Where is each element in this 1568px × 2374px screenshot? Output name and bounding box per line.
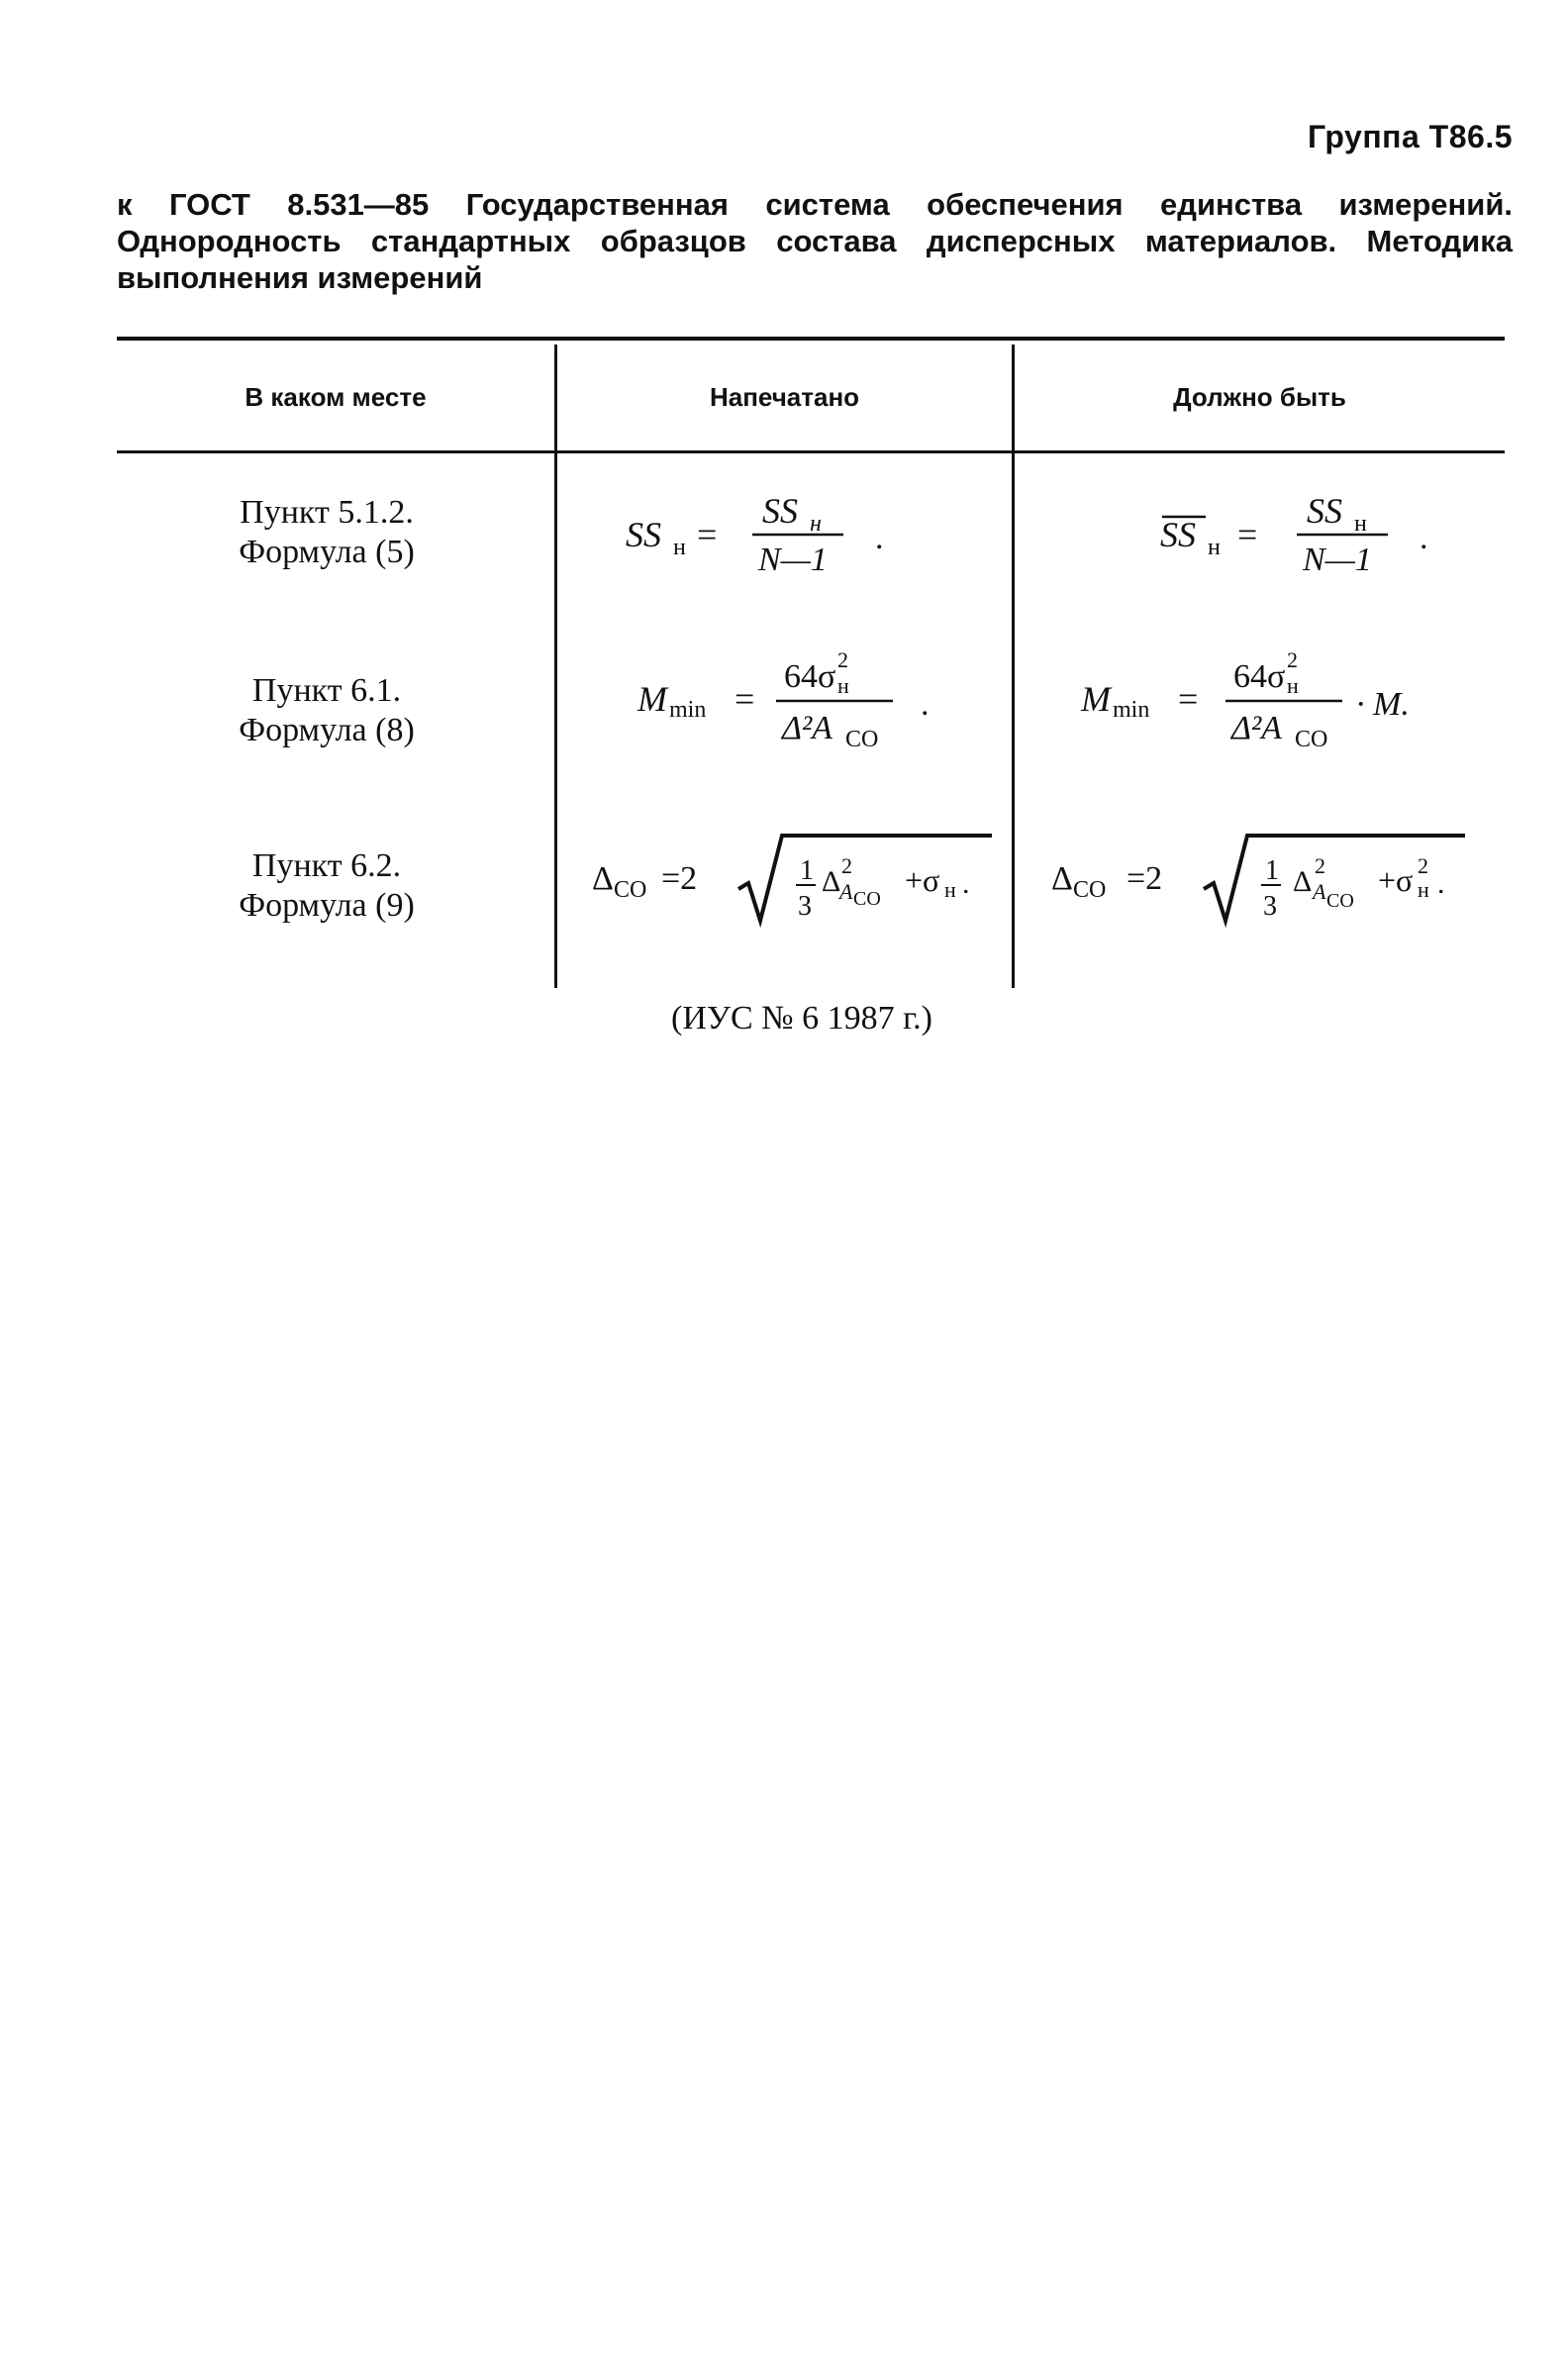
term-sub: A [839, 879, 853, 904]
tail: . [1437, 867, 1445, 900]
tail: . [1420, 520, 1428, 556]
fraction-numerator: 1 [800, 855, 814, 886]
table-top-rule [117, 337, 1505, 341]
numerator-sub: н [1354, 511, 1367, 537]
denominator-sub: CO [845, 727, 879, 752]
table-header-rule [117, 450, 1505, 453]
numerator: 64σ [1233, 658, 1286, 695]
lhs-sub: CO [614, 877, 647, 903]
numerator-sub: н [837, 673, 849, 698]
term-subsub: CO [853, 888, 881, 910]
group-label: Группа Т86.5 [1307, 119, 1513, 154]
numerator-sup: 2 [837, 647, 848, 672]
numerator: SS [1307, 491, 1342, 531]
term: Δ [822, 865, 841, 898]
fraction-numerator: 1 [1265, 855, 1279, 886]
term-sup: 2 [841, 853, 852, 878]
source-note: (ИУС № 6 1987 г.) [671, 1000, 932, 1037]
denominator-sub: CO [1295, 727, 1328, 752]
correct-formula-9 [1049, 824, 1485, 938]
denominator: Δ²A [782, 710, 833, 746]
column-header-place: В каком месте [245, 382, 427, 412]
equals-sign: = [1237, 515, 1258, 554]
lhs-sub: CO [1073, 877, 1107, 903]
fraction-denominator: 3 [1263, 891, 1277, 922]
equals-sign: = [735, 679, 755, 719]
column-header-printed: Напечатано [709, 382, 860, 412]
printed-formula-5 [624, 489, 921, 583]
lhs-sub: min [1113, 697, 1150, 723]
plus-sup: 2 [1418, 853, 1428, 878]
term-subsub: CO [1326, 890, 1354, 912]
lhs: SS [626, 515, 661, 554]
column-header-correct: Должно быть [1173, 382, 1346, 412]
tail: . [875, 520, 884, 556]
place-item: Пункт 5.1.2. [240, 494, 414, 531]
lhs: M [637, 679, 667, 719]
coefficient: =2 [1127, 860, 1163, 897]
tail: · M. [1356, 686, 1410, 723]
numerator: 64σ [784, 658, 836, 695]
lhs: SS [1160, 515, 1196, 554]
plus-sub: н [944, 877, 956, 902]
coefficient: =2 [661, 860, 698, 897]
plus-sub: н [1418, 877, 1429, 902]
lhs-sub: н [673, 535, 686, 560]
denominator: N—1 [1303, 542, 1372, 578]
correct-formula-8 [1077, 643, 1453, 757]
correct-formula-5 [1158, 489, 1455, 583]
denominator: N—1 [758, 542, 828, 578]
place-formula: Формула (9) [239, 887, 415, 924]
numerator-sub: н [810, 511, 822, 537]
plus-term: +σ [1378, 862, 1414, 898]
printed-formula-8 [634, 643, 960, 757]
lhs: Δ [592, 860, 614, 897]
term-sup: 2 [1315, 853, 1325, 878]
lhs: Δ [1051, 860, 1073, 897]
lhs: M [1081, 679, 1111, 719]
tail: . [962, 867, 970, 900]
place-formula: Формула (8) [239, 712, 415, 748]
document-title: к ГОСТ 8.531—85 Государственная система обеспечения единства измерений. Однородность стандартных образцов состава дисперсных материалов. Методика выполнения измерений [117, 187, 1513, 295]
term: Δ [1293, 865, 1313, 898]
equals-sign: = [1178, 679, 1199, 719]
column-divider [554, 345, 557, 988]
lhs-sub: н [1208, 535, 1221, 560]
place-formula: Формула (5) [239, 534, 415, 570]
numerator-sup: 2 [1287, 647, 1298, 672]
column-divider [1012, 345, 1015, 988]
printed-formula-9 [590, 824, 1006, 938]
table-row-place [109, 846, 544, 926]
fraction-denominator: 3 [798, 891, 812, 922]
numerator-sub: н [1287, 673, 1299, 698]
denominator: Δ²A [1231, 710, 1282, 746]
lhs-sub: min [669, 697, 707, 723]
place-item: Пункт 6.2. [251, 847, 402, 884]
term-sub: A [1313, 879, 1326, 904]
table-row-place [109, 671, 544, 750]
table-row-place [109, 493, 544, 572]
plus-term: +σ [905, 862, 940, 898]
tail: . [921, 686, 930, 723]
equals-sign: = [697, 515, 718, 554]
place-item: Пункт 6.1. [251, 672, 402, 709]
numerator: SS [762, 491, 798, 531]
